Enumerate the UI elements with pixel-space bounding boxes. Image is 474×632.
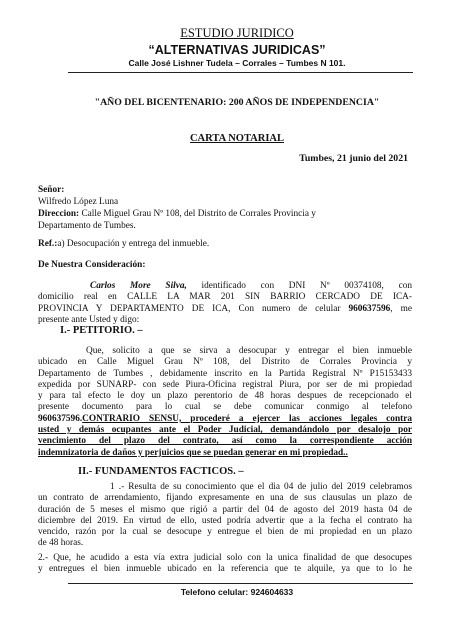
consideration-heading: De Nuestra Consideración: <box>38 260 146 270</box>
s2-p2-line: 2.- Que, he acudido a esta vía extra judicial solo con la unica finalidad de que desocupes <box>38 553 412 563</box>
s2-line: vencido, razón por la cual se desocupe y entregue el bien de mi propiedad en un plazo <box>38 527 412 538</box>
intro-line-1: Carlos More Silva, identificado con DNI Nº 00374108, con <box>90 281 412 291</box>
section1-paragraph <box>38 346 412 459</box>
s1-line: Departamento de Tumbes , debidamente inscrito en la Partida Registral Nº P15153433 <box>38 368 412 379</box>
section2-heading: II.- FUNDAMENTOS FACTICOS. – <box>78 466 244 477</box>
s1-line: expedida por SUNARP- con sede Piura-Oficina registral Piura, por ser de mi propiedad <box>38 379 412 390</box>
intro-line-4: presente ante Usted y digo: <box>38 314 140 325</box>
recipient-address-line2: Departamento de Tumbes. <box>38 221 136 231</box>
s1-line-phone <box>38 414 412 425</box>
intro-line-3: PROVINCIA Y DEPARTAMENTO DE ICA, Con numero de celular 960637596, me <box>38 303 412 314</box>
section1-heading: I.- PETITORIO. – <box>60 325 143 336</box>
address-text: Calle Miguel Grau Nº 108, del Distrito de Corrales Provincia y <box>79 209 316 219</box>
reference-text: a) Desocupación y entrega del inmueble. <box>57 239 210 249</box>
reference <box>38 239 209 249</box>
s1-bold-line: vencimiento del plazo del contrato, así como la correspondiente acción <box>38 436 412 447</box>
recipient-name: Wilfredo López Luna <box>38 197 119 207</box>
firm-address: Calle José Lishner Tudela – Corrales – Tumbes N 101. <box>128 58 346 68</box>
bold-warning: CONTRARIO SENSU, procederé a ejercer las acciones legales contra <box>82 413 412 424</box>
s2-line: un contrato de arrendamiento, fijando expresamente en una de sus clausulas un plazo de <box>38 493 412 504</box>
salutation: Señor: <box>38 185 65 195</box>
s1-line: ubicado en Calle Miguel Grau Nº 108, del Distrito de Corrales Provincia y <box>38 357 412 368</box>
reference-label: Ref.: <box>38 239 58 249</box>
header-rule <box>68 72 413 73</box>
footer-phone: Telefono celular: 924604633 <box>180 587 294 597</box>
address-label: Direccion: <box>38 209 80 219</box>
intro-paragraph <box>38 281 412 326</box>
s1-bold-line: usted y demás ocupantes ante el Poder Judicial, demandándolo por desalojo por <box>38 425 412 436</box>
section2-paragraph1 <box>38 482 412 550</box>
section2-paragraph2 <box>38 553 412 576</box>
s2-line: duración de 5 meses el mismo que rigió a partir del 04 de agosto del 2019 hasta 04 de <box>38 504 412 515</box>
letter-date: Tumbes, 21 junio del 2021 <box>299 153 408 164</box>
s2-line: diciembre del 2019. En virtud de ello, usted podría advertir que a la fecha el contrato ha <box>38 515 412 526</box>
firm-subtitle: “ALTERNATIVAS JURIDICAS” <box>148 43 326 57</box>
document-title: CARTA NOTARIAL <box>189 133 285 144</box>
phone-number: 960637596. <box>38 413 83 424</box>
recipient-address-line1 <box>38 209 316 219</box>
sender-name: Carlos More Silva, <box>90 281 187 291</box>
s1-line: y para tal efecto le doy un plazo perentorio de 48 horas despues de recepcionado el <box>38 391 412 402</box>
sender-phone: 960637596 <box>348 303 391 314</box>
year-motto: "AÑO DEL BICENTENARIO: 200 AÑOS DE INDEPENDENCIA" <box>94 97 380 108</box>
s2-line: de 48 horas. <box>38 538 84 549</box>
s1-bold-line: indemnizatoria de daños y perjuicios que se puedan generar en mi propiedad.. <box>38 447 348 458</box>
firm-name: ESTUDIO JURIDICO <box>180 26 294 40</box>
footer-rule <box>68 583 413 584</box>
s1-line: Que, solicito a que se sirva a desocupar y entregar el bien inmueble <box>86 346 412 356</box>
s2-line: 1 .- Resulta de su conocimiento que el dia 04 de julio del 2019 celebramos <box>110 482 412 492</box>
intro-line-2: domicilio real en CALLE LA MAR 201 SIN BARRIO CERCADO DE ICA- <box>38 292 412 303</box>
s1-line: presente documento para lo cual se debe comunicar conmigo al telefono <box>38 402 412 413</box>
s2-p2-line: y entregues el bien inmueble ubicado en la referencia que te alquile, ya que to lo he <box>38 564 412 575</box>
